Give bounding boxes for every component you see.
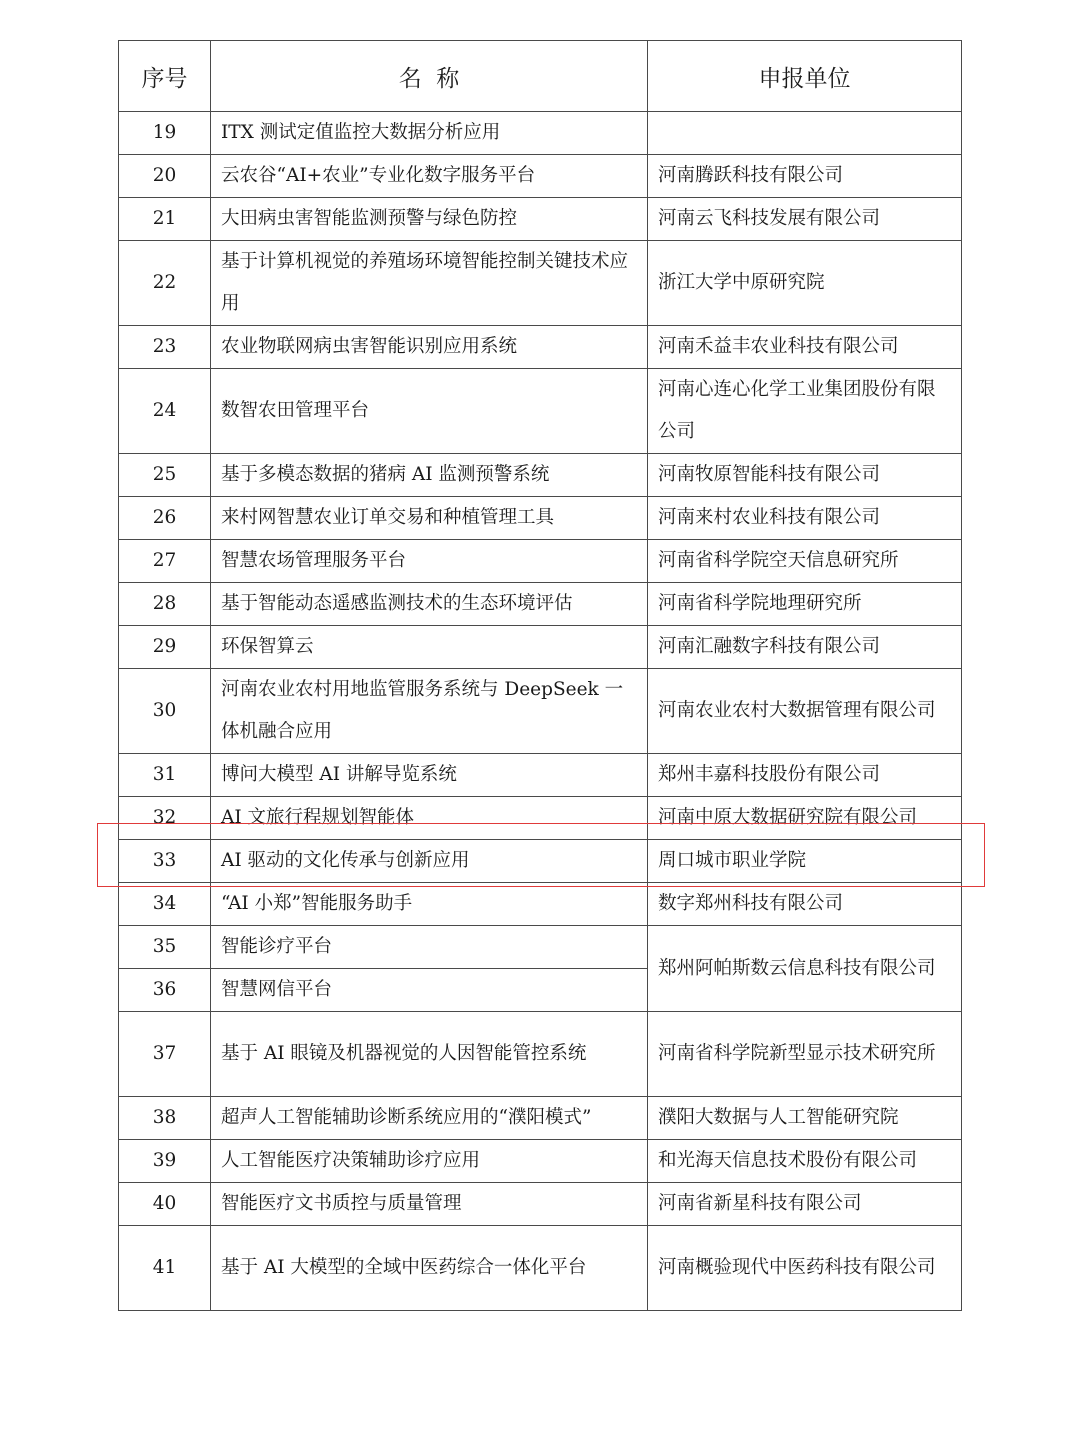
row-index: 35 [119,926,211,969]
row-index: 32 [119,797,211,840]
project-list-table [118,40,962,1311]
row-name: AI 文旅行程规划智能体 [211,797,648,840]
row-name: 智慧网信平台 [211,969,648,1012]
table-row [119,1012,962,1097]
row-index: 24 [119,369,211,454]
header-unit: 申报单位 [648,41,962,112]
row-unit [648,112,962,155]
row-name: 基于 AI 眼镜及机器视觉的人因智能管控系统 [211,1012,648,1097]
row-name: 环保智算云 [211,626,648,669]
row-unit: 数字郑州科技有限公司 [648,883,962,926]
table-row [119,241,962,326]
table-row [119,840,962,883]
row-name: 基于计算机视觉的养殖场环境智能控制关键技术应用 [211,241,648,326]
row-unit: 河南农业农村大数据管理有限公司 [648,669,962,754]
row-name: 智能医疗文书质控与质量管理 [211,1183,648,1226]
row-index: 21 [119,198,211,241]
row-index: 41 [119,1226,211,1311]
row-name: 河南农业农村用地监管服务系统与 DeepSeek 一体机融合应用 [211,669,648,754]
row-unit: 河南省科学院地理研究所 [648,583,962,626]
row-unit: 河南省新星科技有限公司 [648,1183,962,1226]
row-name: 智慧农场管理服务平台 [211,540,648,583]
row-unit: 河南省科学院新型显示技术研究所 [648,1012,962,1097]
row-index: 23 [119,326,211,369]
row-unit: 郑州阿帕斯数云信息科技有限公司 [648,926,962,1012]
row-name: 来村网智慧农业订单交易和种植管理工具 [211,497,648,540]
row-unit: 郑州丰嘉科技股份有限公司 [648,754,962,797]
row-index: 33 [119,840,211,883]
table-header-row [119,41,962,112]
row-name: “AI 小郑”智能服务助手 [211,883,648,926]
row-unit: 河南概验现代中医药科技有限公司 [648,1226,962,1311]
table-row [119,669,962,754]
row-unit: 浙江大学中原研究院 [648,241,962,326]
table-row [119,198,962,241]
row-unit: 河南省科学院空天信息研究所 [648,540,962,583]
row-name: 智能诊疗平台 [211,926,648,969]
table-row [119,112,962,155]
row-name: 超声人工智能辅助诊断系统应用的“濮阳模式” [211,1097,648,1140]
table-row [119,326,962,369]
row-name: 博问大模型 AI 讲解导览系统 [211,754,648,797]
table-row [119,454,962,497]
table-row [119,754,962,797]
row-index: 38 [119,1097,211,1140]
row-index: 20 [119,155,211,198]
row-unit: 河南中原大数据研究院有限公司 [648,797,962,840]
row-unit: 河南牧原智能科技有限公司 [648,454,962,497]
row-name: 大田病虫害智能监测预警与绿色防控 [211,198,648,241]
row-index: 27 [119,540,211,583]
table-row [119,497,962,540]
table-row [119,797,962,840]
row-name: 人工智能医疗决策辅助诊疗应用 [211,1140,648,1183]
row-index: 22 [119,241,211,326]
row-name: AI 驱动的文化传承与创新应用 [211,840,648,883]
row-index: 29 [119,626,211,669]
row-name: 基于智能动态遥感监测技术的生态环境评估 [211,583,648,626]
row-index: 25 [119,454,211,497]
table-row [119,883,962,926]
row-name: 云农谷“AI+农业”专业化数字服务平台 [211,155,648,198]
header-index: 序号 [119,41,211,112]
row-index: 36 [119,969,211,1012]
row-unit: 和光海天信息技术股份有限公司 [648,1140,962,1183]
row-unit: 濮阳大数据与人工智能研究院 [648,1097,962,1140]
table-row [119,1097,962,1140]
row-index: 40 [119,1183,211,1226]
row-unit: 河南心连心化学工业集团股份有限公司 [648,369,962,454]
row-name: 数智农田管理平台 [211,369,648,454]
row-index: 31 [119,754,211,797]
row-unit: 河南汇融数字科技有限公司 [648,626,962,669]
row-unit: 河南腾跃科技有限公司 [648,155,962,198]
table-row [119,926,962,969]
row-index: 19 [119,112,211,155]
table-row [119,540,962,583]
row-unit: 河南云飞科技发展有限公司 [648,198,962,241]
row-unit: 周口城市职业学院 [648,840,962,883]
table-row [119,626,962,669]
table-row [119,1183,962,1226]
row-index: 30 [119,669,211,754]
row-index: 28 [119,583,211,626]
table-row [119,369,962,454]
row-unit: 河南禾益丰农业科技有限公司 [648,326,962,369]
row-index: 39 [119,1140,211,1183]
header-name: 名 称 [211,41,648,112]
row-index: 34 [119,883,211,926]
row-unit: 河南来村农业科技有限公司 [648,497,962,540]
table-row [119,1140,962,1183]
row-name: 基于多模态数据的猪病 AI 监测预警系统 [211,454,648,497]
row-name: 基于 AI 大模型的全域中医药综合一体化平台 [211,1226,648,1311]
row-name: 农业物联网病虫害智能识别应用系统 [211,326,648,369]
row-index: 26 [119,497,211,540]
table-row [119,155,962,198]
row-index: 37 [119,1012,211,1097]
table-row [119,1226,962,1311]
table-row [119,583,962,626]
row-name: ITX 测试定值监控大数据分析应用 [211,112,648,155]
